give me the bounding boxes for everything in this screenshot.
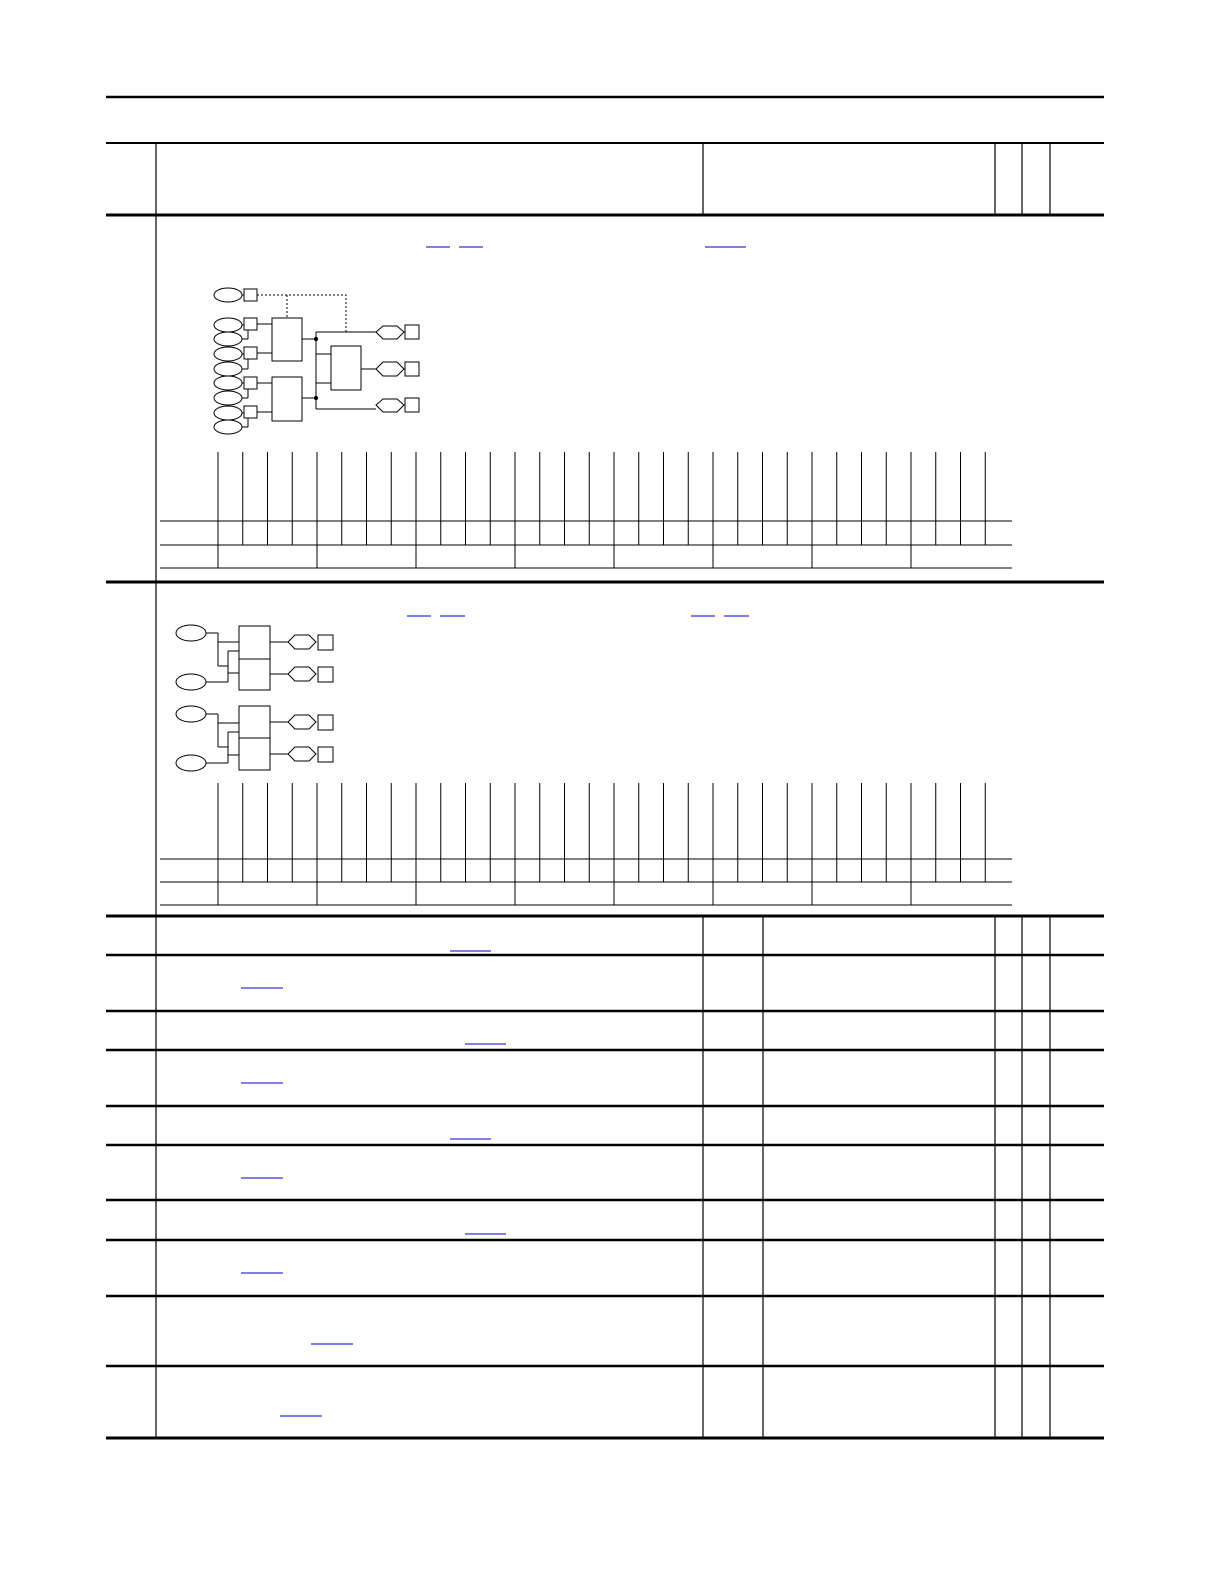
input-oval: [214, 406, 242, 420]
selector-block: [239, 706, 270, 738]
input-oval: [176, 755, 206, 771]
parameter-row-r10: [106, 1366, 1104, 1438]
input-oval: [214, 420, 242, 434]
diagram-a: [214, 288, 419, 434]
parameter-row-r8: [106, 1240, 1104, 1296]
output-hex: [376, 362, 404, 376]
input-oval: [176, 625, 206, 641]
input-oval: [214, 362, 242, 376]
parameter-row-r1: [106, 916, 1104, 955]
selector-block: [272, 377, 302, 421]
input-oval: [214, 288, 242, 302]
parameter-row-r4: [106, 1050, 1104, 1106]
input-oval: [176, 674, 206, 690]
parameter-row-r6: [106, 1145, 1104, 1200]
output-hex: [288, 747, 316, 761]
selector-block: [239, 626, 270, 659]
input-oval: [214, 332, 242, 346]
bit-table-b: [160, 783, 1012, 905]
parameter-row-r2: [106, 955, 1104, 1011]
diagram-b: [176, 625, 333, 771]
output-hex: [288, 635, 316, 649]
selector-block: [331, 346, 361, 390]
output-hex: [376, 326, 404, 339]
table-header: [156, 143, 1050, 215]
input-oval: [214, 391, 242, 405]
parameter-rows: [106, 916, 1104, 1438]
input-oval: [214, 376, 242, 390]
parameter-row-r9: [106, 1296, 1104, 1366]
output-hex: [288, 715, 316, 729]
parameter-row-r3: [106, 1011, 1104, 1050]
selector-block: [239, 738, 270, 770]
selector-block: [239, 659, 270, 690]
parameter-row-r7: [106, 1200, 1104, 1240]
selector-block: [272, 318, 302, 361]
parameter-row-r5: [106, 1106, 1104, 1145]
input-oval: [214, 347, 242, 361]
input-oval: [214, 318, 242, 332]
output-hex: [288, 667, 316, 681]
input-oval: [176, 706, 206, 722]
bit-table-a: [160, 452, 1012, 568]
output-hex: [376, 399, 404, 412]
